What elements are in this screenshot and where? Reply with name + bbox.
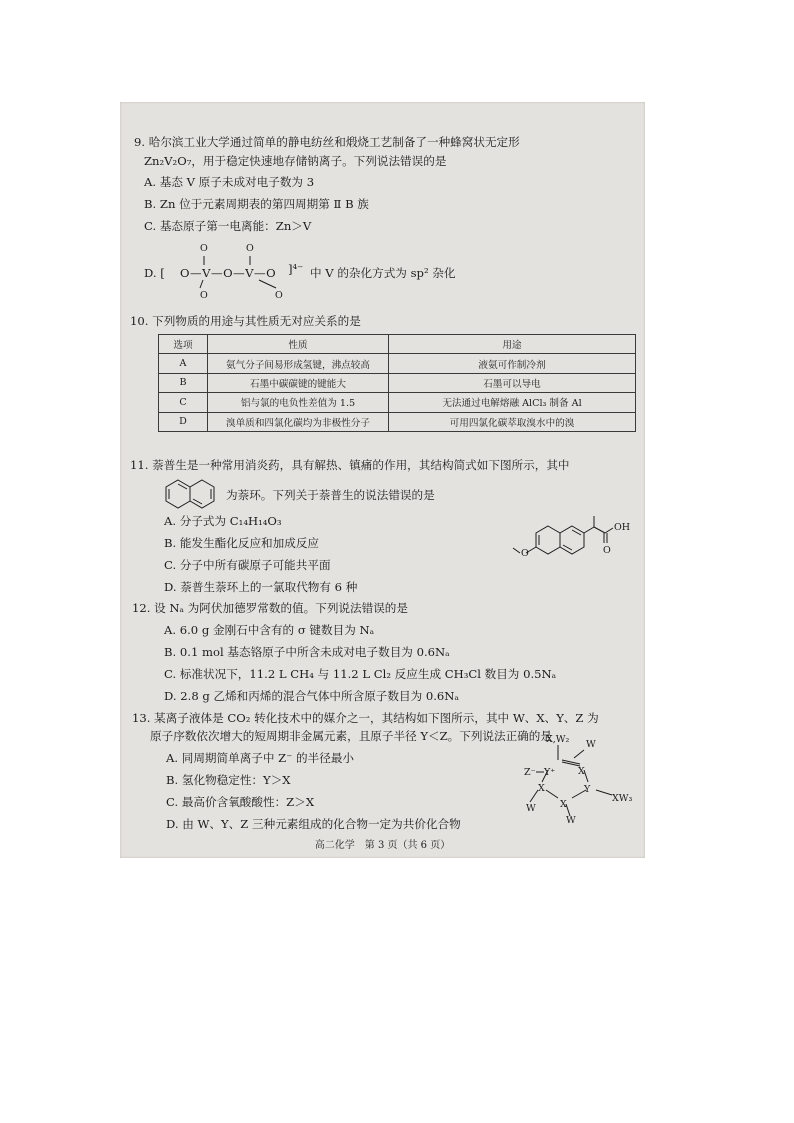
naproxen-carbonyl-o: O (603, 545, 611, 556)
naproxen-oh: OH (614, 522, 631, 533)
table-header-option: 选项 (159, 335, 208, 354)
q13-label-y-plus: Y⁺ (544, 767, 556, 778)
table-row (159, 393, 636, 412)
q11-option-b: B. 能发生酯化反应和加成反应 (164, 536, 320, 550)
q13-label-z-anion: Z⁻ (524, 767, 536, 778)
table-header-row (159, 335, 636, 354)
q12-option-c: C. 标准状况下，11.2 L CH₄ 与 11.2 L Cl₂ 反应生成 CH₃Cl 数目为 0.5Nₐ (164, 667, 557, 681)
table-header-use: 用途 (389, 335, 636, 354)
q13-label-w-bottom: W (566, 815, 576, 826)
q9-stem-line2: Zn₂V₂O₇，用于稳定快速地存储钠离子。下列说法错误的是 (144, 154, 447, 168)
q13-option-d: D. 由 W、Y、Z 三种元素组成的化合物一定为共价化合物 (166, 817, 461, 831)
q10-table (158, 334, 636, 432)
page-footer: 高二化学 第 3 页（共 6 页） (314, 840, 451, 851)
exam-page (120, 102, 645, 858)
q11-option-d: D. 萘普生萘环上的一氯取代物有 6 种 (164, 580, 358, 594)
q13-label-x-bottom: X (560, 799, 567, 810)
q11-option-c: C. 分子中所有碳原子可能共平面 (164, 558, 331, 572)
table-cell: 铝与氯的电负性差值为 1.5 (208, 393, 389, 412)
table-header-property: 性质 (208, 335, 389, 354)
table-cell: 石墨中碳碳键的键能大 (208, 373, 389, 392)
table-cell: 氨气分子间易形成氢键，沸点较高 (208, 354, 389, 373)
q11-stem-line1: 11. 萘普生是一种常用消炎药，具有解热、镇痛的作用，其结构简式如下图所示，其中 (130, 458, 570, 472)
q9-divanadate-formula: O—V—O—V—O (180, 266, 277, 280)
q9-o-top-right: O (246, 243, 254, 254)
q9-o-top-left: O (200, 243, 208, 254)
q9-stem-line1: 9. 哈尔滨工业大学通过简单的静电纺丝和煅烧工艺制备了一种蜂窝状无定形 (134, 135, 520, 149)
q9-charge: ]⁴⁻ (288, 262, 304, 276)
table-cell: A (159, 354, 208, 373)
q9-option-c: C. 基态原子第一电离能：Zn＞V (144, 219, 312, 233)
table-cell: 无法通过电解熔融 AlCl₃ 制备 Al (389, 393, 636, 412)
table-cell: D (159, 412, 208, 431)
table-row (159, 354, 636, 373)
table-cell: 溴单质和四氯化碳均为非极性分子 (208, 412, 389, 431)
q13-label-y: Y (584, 784, 591, 795)
q9-option-b: B. Zn 位于元素周期表的第四周期第 Ⅱ B 族 (144, 197, 369, 211)
q13-label-w-top: W (586, 739, 596, 750)
table-cell: B (159, 373, 208, 392)
table-row (159, 412, 636, 431)
q13-label-x-left: X (538, 783, 545, 794)
q12-option-a: A. 6.0 g 金刚石中含有的 σ 键数目为 Nₐ (164, 623, 375, 637)
q13-label-w-left: W (526, 803, 536, 814)
q13-option-c: C. 最高价含氧酸酸性：Z＞X (166, 795, 315, 809)
table-cell: 可用四氯化碳萃取溴水中的溴 (389, 412, 636, 431)
q13-option-a: A. 同周期简单离子中 Z⁻ 的半径最小 (166, 751, 355, 765)
q13-label-xw2: X,W₂ (546, 734, 570, 745)
q9-option-d-suffix: 中 V 的杂化方式为 sp² 杂化 (310, 266, 456, 280)
q9-o-bottom-left: O (200, 290, 208, 301)
q11-stem-line2: 为萘环。下列关于萘普生的说法错误的是 (226, 488, 435, 502)
table-row (159, 373, 636, 392)
q13-label-x-right: X (578, 766, 585, 777)
q11-option-a: A. 分子式为 C₁₄H₁₄O₃ (164, 514, 282, 528)
q9-o-bottom-right: O (275, 290, 283, 301)
table-cell: 石墨可以导电 (389, 373, 636, 392)
q13-label-xw3: XW₃ (612, 793, 633, 804)
q10-stem: 10. 下列物质的用途与其性质无对应关系的是 (130, 314, 361, 328)
q13-stem-line2: 原子序数依次增大的短周期非金属元素，且原子半径 Y＜Z。下列说法正确的是 (150, 729, 552, 743)
q13-option-b: B. 氢化物稳定性：Y＞X (166, 773, 291, 787)
naproxen-methoxy-o: O (521, 548, 529, 559)
table-cell: C (159, 393, 208, 412)
naphthalene-ring-icon (164, 480, 224, 510)
q13-stem-line1: 13. 某离子液体是 CO₂ 转化技术中的媒介之一，其结构如下图所示，其中 W、X、Y、Z 为 (132, 711, 599, 725)
q9-bond-lines (120, 102, 130, 152)
q9-option-a: A. 基态 V 原子未成对电子数为 3 (144, 175, 315, 189)
q12-option-d: D. 2.8 g 乙烯和丙烯的混合气体中所含原子数目为 0.6Nₐ (164, 689, 459, 703)
table-cell: 液氨可作制冷剂 (389, 354, 636, 373)
q12-stem: 12. 设 Nₐ 为阿伏加德罗常数的值。下列说法错误的是 (132, 601, 408, 615)
q12-option-b: B. 0.1 mol 基态铬原子中所含未成对电子数目为 0.6Nₐ (164, 645, 450, 659)
q9-option-d-prefix: D. [ (144, 266, 165, 280)
